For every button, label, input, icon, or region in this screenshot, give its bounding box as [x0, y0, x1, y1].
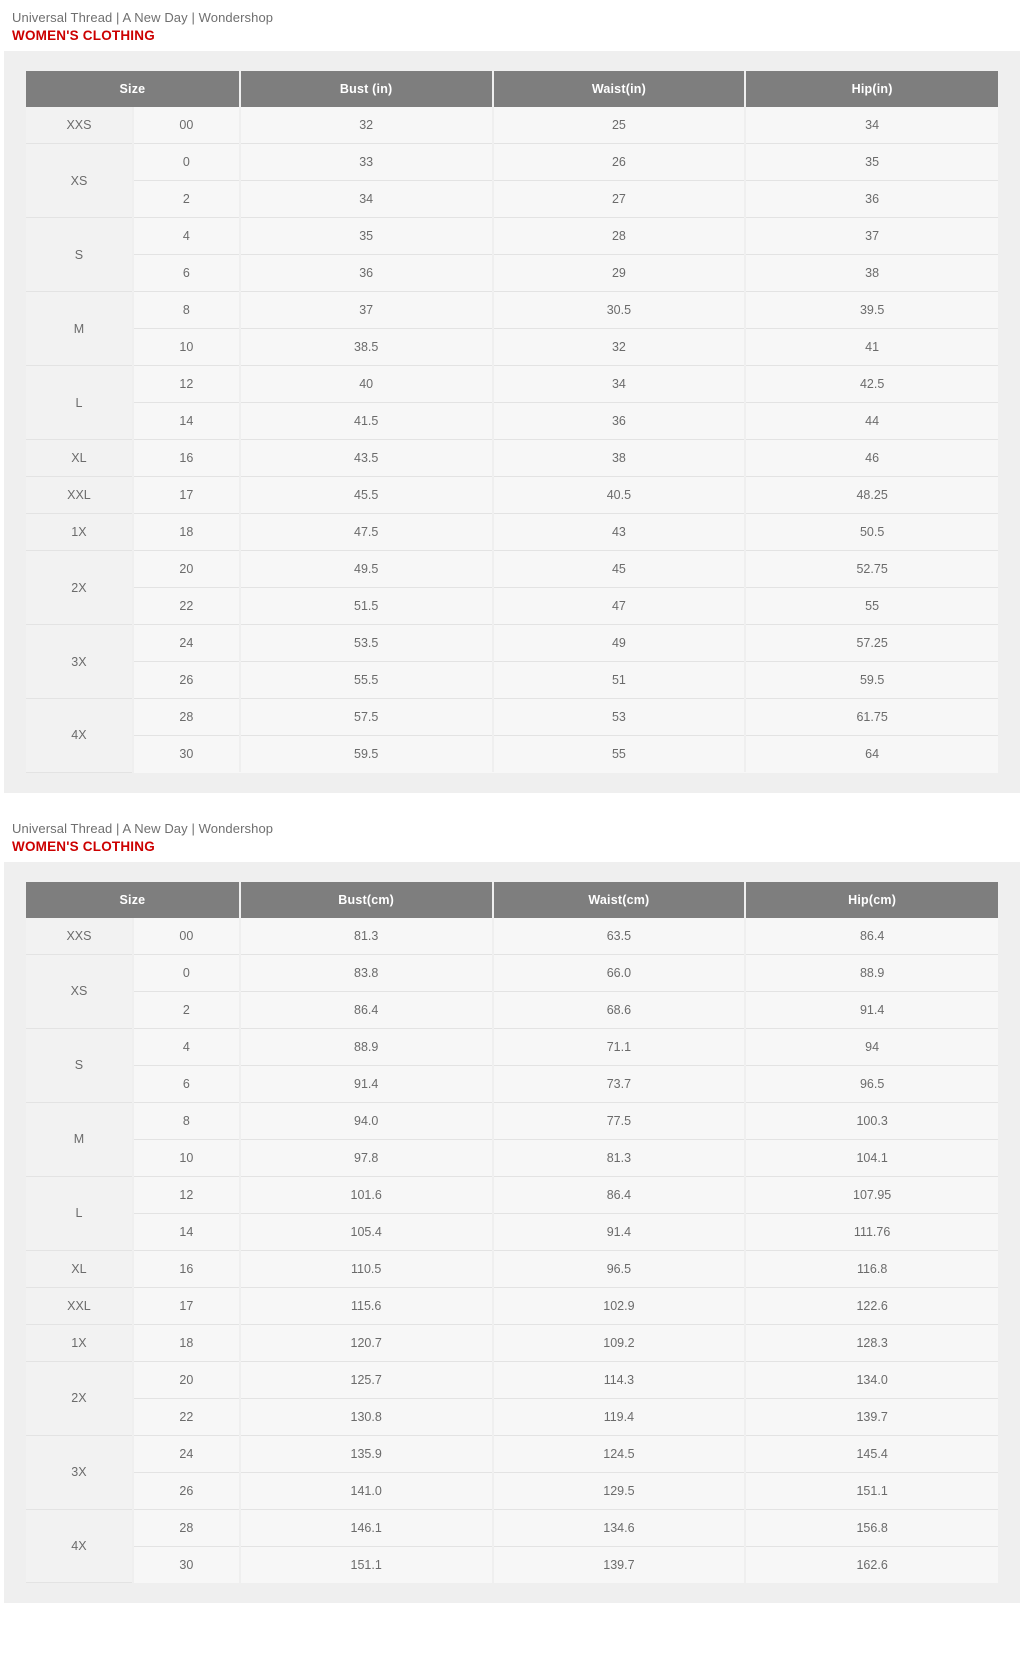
numeric-size-cell: 16	[133, 440, 240, 477]
hip-cell: 59.5	[745, 662, 998, 699]
hip-cell: 91.4	[745, 991, 998, 1028]
waist-cell: 43	[493, 514, 746, 551]
size-label-cell: 3X	[26, 625, 133, 699]
size-label-cell: 1X	[26, 1324, 133, 1361]
bust-cell: 110.5	[240, 1250, 493, 1287]
table-row	[26, 329, 998, 366]
waist-cell: 29	[493, 255, 746, 292]
hip-cell: 162.6	[745, 1546, 998, 1583]
size-label-cell: 1X	[26, 514, 133, 551]
waist-cell: 36	[493, 403, 746, 440]
size-label-cell: S	[26, 1028, 133, 1102]
bust-cell: 33	[240, 144, 493, 181]
waist-cell: 114.3	[493, 1361, 746, 1398]
hip-cell: 128.3	[745, 1324, 998, 1361]
category-title: WOMEN'S CLOTHING	[12, 838, 155, 854]
table-row	[26, 1139, 998, 1176]
hip-cell: 46	[745, 440, 998, 477]
column-header: Bust (in)	[240, 71, 493, 107]
waist-cell: 86.4	[493, 1176, 746, 1213]
bust-cell: 105.4	[240, 1213, 493, 1250]
table-row	[26, 1435, 998, 1472]
bust-cell: 120.7	[240, 1324, 493, 1361]
column-header: Hip(cm)	[745, 882, 998, 918]
bust-cell: 47.5	[240, 514, 493, 551]
size-label-cell: 4X	[26, 699, 133, 773]
numeric-size-cell: 0	[133, 954, 240, 991]
numeric-size-cell: 0	[133, 144, 240, 181]
bust-cell: 59.5	[240, 736, 493, 773]
category-title: WOMEN'S CLOTHING	[12, 28, 155, 43]
waist-cell: 49	[493, 625, 746, 662]
size-label-cell: XXS	[26, 918, 133, 955]
table-row	[26, 477, 998, 514]
bust-cell: 88.9	[240, 1028, 493, 1065]
bust-cell: 38.5	[240, 329, 493, 366]
waist-cell: 68.6	[493, 991, 746, 1028]
numeric-size-cell: 14	[133, 403, 240, 440]
table-row	[26, 1398, 998, 1435]
hip-cell: 36	[745, 181, 998, 218]
hip-cell: 116.8	[745, 1250, 998, 1287]
waist-cell: 51	[493, 662, 746, 699]
numeric-size-cell: 4	[133, 1028, 240, 1065]
table-row	[26, 181, 998, 218]
hip-cell: 94	[745, 1028, 998, 1065]
table-row	[26, 1361, 998, 1398]
bust-cell: 146.1	[240, 1509, 493, 1546]
column-header: Waist(cm)	[493, 882, 746, 918]
waist-cell: 25	[493, 107, 746, 144]
numeric-size-cell: 30	[133, 1546, 240, 1583]
waist-cell: 63.5	[493, 918, 746, 955]
waist-cell: 28	[493, 218, 746, 255]
table-row	[26, 292, 998, 329]
table-row	[26, 1176, 998, 1213]
table-row	[26, 625, 998, 662]
hip-cell: 52.75	[745, 551, 998, 588]
size-table	[26, 71, 998, 773]
numeric-size-cell: 8	[133, 292, 240, 329]
hip-cell: 100.3	[745, 1102, 998, 1139]
hip-cell: 42.5	[745, 366, 998, 403]
numeric-size-cell: 28	[133, 1509, 240, 1546]
bust-cell: 94.0	[240, 1102, 493, 1139]
hip-cell: 50.5	[745, 514, 998, 551]
waist-cell: 119.4	[493, 1398, 746, 1435]
waist-cell: 71.1	[493, 1028, 746, 1065]
bust-cell: 101.6	[240, 1176, 493, 1213]
hip-cell: 34	[745, 107, 998, 144]
numeric-size-cell: 2	[133, 991, 240, 1028]
table-row	[26, 1287, 998, 1324]
waist-cell: 47	[493, 588, 746, 625]
bust-cell: 51.5	[240, 588, 493, 625]
numeric-size-cell: 24	[133, 625, 240, 662]
table-row	[26, 662, 998, 699]
brand-line: Universal Thread | A New Day | Wondershop	[12, 10, 274, 25]
table-row	[26, 366, 998, 403]
waist-cell: 102.9	[493, 1287, 746, 1324]
waist-cell: 30.5	[493, 292, 746, 329]
waist-cell: 66.0	[493, 954, 746, 991]
size-label-cell: XXS	[26, 107, 133, 144]
bust-cell: 135.9	[240, 1435, 493, 1472]
table-row	[26, 1213, 998, 1250]
waist-cell: 139.7	[493, 1546, 746, 1583]
table-row	[26, 1472, 998, 1509]
hip-cell: 107.95	[745, 1176, 998, 1213]
numeric-size-cell: 2	[133, 181, 240, 218]
section-divider	[0, 793, 1024, 811]
hip-cell: 134.0	[745, 1361, 998, 1398]
size-label-cell: 3X	[26, 1435, 133, 1509]
bust-cell: 49.5	[240, 551, 493, 588]
numeric-size-cell: 26	[133, 662, 240, 699]
numeric-size-cell: 14	[133, 1213, 240, 1250]
numeric-size-cell: 24	[133, 1435, 240, 1472]
size-chart-section	[0, 811, 1024, 1604]
hip-cell: 151.1	[745, 1472, 998, 1509]
table-row	[26, 1028, 998, 1065]
bust-cell: 141.0	[240, 1472, 493, 1509]
table-header-row	[26, 882, 998, 918]
hip-cell: 96.5	[745, 1065, 998, 1102]
size-label-cell: XL	[26, 1250, 133, 1287]
table-row	[26, 918, 998, 955]
waist-cell: 26	[493, 144, 746, 181]
table-row	[26, 440, 998, 477]
table-row	[26, 107, 998, 144]
hip-cell: 145.4	[745, 1435, 998, 1472]
bust-cell: 53.5	[240, 625, 493, 662]
table-panel	[4, 51, 1020, 793]
column-header: Size	[26, 71, 240, 107]
table-row	[26, 218, 998, 255]
waist-cell: 81.3	[493, 1139, 746, 1176]
size-table	[26, 882, 998, 1584]
bust-cell: 32	[240, 107, 493, 144]
bust-cell: 97.8	[240, 1139, 493, 1176]
size-label-cell: XL	[26, 440, 133, 477]
waist-cell: 40.5	[493, 477, 746, 514]
hip-cell: 61.75	[745, 699, 998, 736]
table-panel	[4, 862, 1020, 1604]
waist-cell: 45	[493, 551, 746, 588]
hip-cell: 111.76	[745, 1213, 998, 1250]
column-header: Hip(in)	[745, 71, 998, 107]
hip-cell: 156.8	[745, 1509, 998, 1546]
numeric-size-cell: 18	[133, 514, 240, 551]
waist-cell: 55	[493, 736, 746, 773]
table-row	[26, 1509, 998, 1546]
hip-cell: 35	[745, 144, 998, 181]
size-label-cell: XXL	[26, 477, 133, 514]
bust-cell: 57.5	[240, 699, 493, 736]
hip-cell: 37	[745, 218, 998, 255]
numeric-size-cell: 00	[133, 107, 240, 144]
waist-cell: 34	[493, 366, 746, 403]
column-header: Bust(cm)	[240, 882, 493, 918]
size-label-cell: M	[26, 1102, 133, 1176]
table-header-row	[26, 71, 998, 107]
bust-cell: 115.6	[240, 1287, 493, 1324]
waist-cell: 91.4	[493, 1213, 746, 1250]
numeric-size-cell: 22	[133, 588, 240, 625]
size-label-cell: 2X	[26, 551, 133, 625]
size-label-cell: M	[26, 292, 133, 366]
numeric-size-cell: 12	[133, 366, 240, 403]
table-row	[26, 514, 998, 551]
numeric-size-cell: 00	[133, 918, 240, 955]
hip-cell: 122.6	[745, 1287, 998, 1324]
table-row	[26, 1250, 998, 1287]
brand-line: Universal Thread | A New Day | Wondershop	[12, 820, 274, 836]
table-row	[26, 699, 998, 736]
table-row	[26, 954, 998, 991]
table-row	[26, 1324, 998, 1361]
waist-cell: 32	[493, 329, 746, 366]
bust-cell: 55.5	[240, 662, 493, 699]
numeric-size-cell: 12	[133, 1176, 240, 1213]
numeric-size-cell: 16	[133, 1250, 240, 1287]
hip-cell: 64	[745, 736, 998, 773]
numeric-size-cell: 20	[133, 551, 240, 588]
waist-cell: 129.5	[493, 1472, 746, 1509]
hip-cell: 139.7	[745, 1398, 998, 1435]
numeric-size-cell: 10	[133, 329, 240, 366]
bust-cell: 125.7	[240, 1361, 493, 1398]
column-header: Size	[26, 882, 240, 918]
size-label-cell: 4X	[26, 1509, 133, 1583]
table-row	[26, 1546, 998, 1583]
numeric-size-cell: 8	[133, 1102, 240, 1139]
numeric-size-cell: 17	[133, 1287, 240, 1324]
hip-cell: 57.25	[745, 625, 998, 662]
numeric-size-cell: 18	[133, 1324, 240, 1361]
hip-cell: 44	[745, 403, 998, 440]
hip-cell: 104.1	[745, 1139, 998, 1176]
size-label-cell: XS	[26, 954, 133, 1028]
numeric-size-cell: 4	[133, 218, 240, 255]
waist-cell: 27	[493, 181, 746, 218]
hip-cell: 38	[745, 255, 998, 292]
hip-cell: 48.25	[745, 477, 998, 514]
size-label-cell: 2X	[26, 1361, 133, 1435]
table-row	[26, 991, 998, 1028]
bust-cell: 36	[240, 255, 493, 292]
table-row	[26, 588, 998, 625]
size-label-cell: S	[26, 218, 133, 292]
bust-cell: 130.8	[240, 1398, 493, 1435]
bust-cell: 81.3	[240, 918, 493, 955]
bust-cell: 40	[240, 366, 493, 403]
bust-cell: 151.1	[240, 1546, 493, 1583]
hip-cell: 55	[745, 588, 998, 625]
waist-cell: 124.5	[493, 1435, 746, 1472]
bust-cell: 35	[240, 218, 493, 255]
numeric-size-cell: 17	[133, 477, 240, 514]
table-row	[26, 144, 998, 181]
waist-cell: 73.7	[493, 1065, 746, 1102]
bust-cell: 37	[240, 292, 493, 329]
hip-cell: 88.9	[745, 954, 998, 991]
size-label-cell: XXL	[26, 1287, 133, 1324]
numeric-size-cell: 20	[133, 1361, 240, 1398]
table-row	[26, 403, 998, 440]
waist-cell: 38	[493, 440, 746, 477]
table-row	[26, 1102, 998, 1139]
numeric-size-cell: 10	[133, 1139, 240, 1176]
numeric-size-cell: 6	[133, 1065, 240, 1102]
size-label-cell: L	[26, 366, 133, 440]
table-row	[26, 736, 998, 773]
column-header: Waist(in)	[493, 71, 746, 107]
bust-cell: 91.4	[240, 1065, 493, 1102]
bust-cell: 34	[240, 181, 493, 218]
hip-cell: 39.5	[745, 292, 998, 329]
bust-cell: 83.8	[240, 954, 493, 991]
waist-cell: 109.2	[493, 1324, 746, 1361]
table-row	[26, 255, 998, 292]
numeric-size-cell: 26	[133, 1472, 240, 1509]
waist-cell: 96.5	[493, 1250, 746, 1287]
table-row	[26, 551, 998, 588]
hip-cell: 41	[745, 329, 998, 366]
numeric-size-cell: 22	[133, 1398, 240, 1435]
size-chart-section	[0, 0, 1024, 793]
numeric-size-cell: 30	[133, 736, 240, 773]
table-row	[26, 1065, 998, 1102]
waist-cell: 53	[493, 699, 746, 736]
bust-cell: 43.5	[240, 440, 493, 477]
bust-cell: 86.4	[240, 991, 493, 1028]
hip-cell: 86.4	[745, 918, 998, 955]
numeric-size-cell: 6	[133, 255, 240, 292]
numeric-size-cell: 28	[133, 699, 240, 736]
size-label-cell: L	[26, 1176, 133, 1250]
bust-cell: 45.5	[240, 477, 493, 514]
waist-cell: 134.6	[493, 1509, 746, 1546]
bust-cell: 41.5	[240, 403, 493, 440]
size-label-cell: XS	[26, 144, 133, 218]
waist-cell: 77.5	[493, 1102, 746, 1139]
